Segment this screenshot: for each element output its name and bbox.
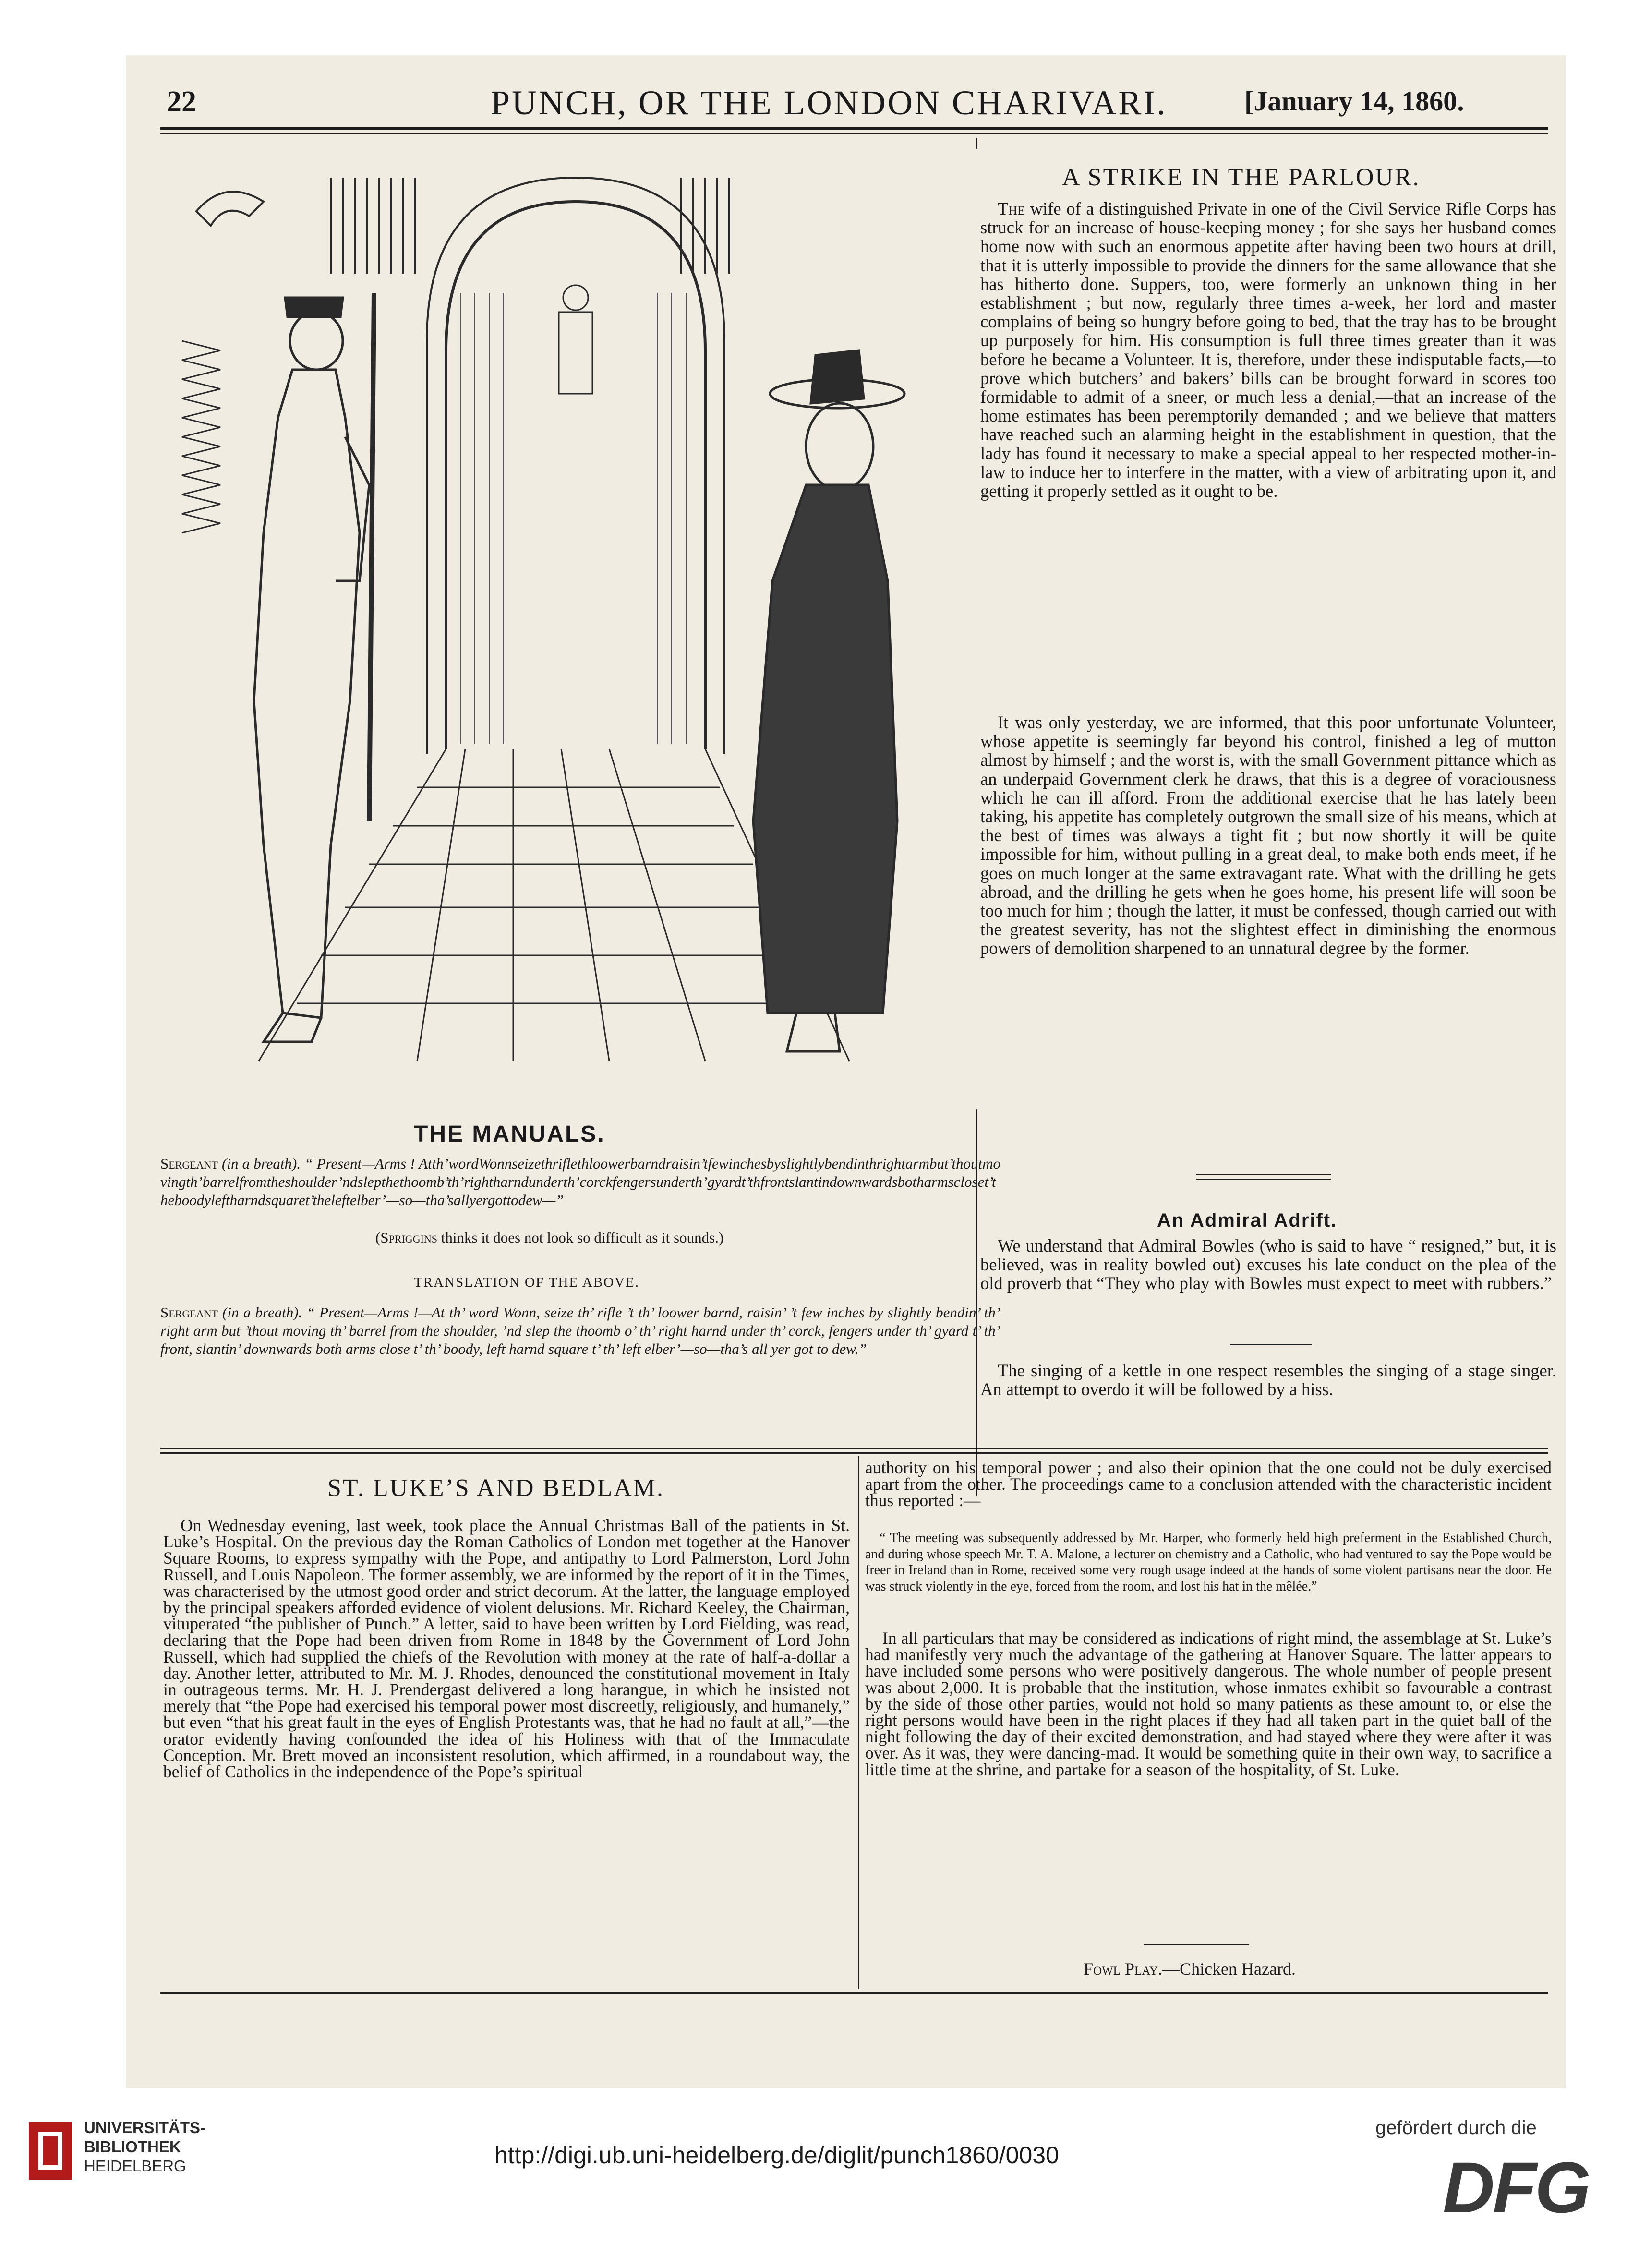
fowl-play [1084, 1959, 1296, 1979]
admiral-text: We understand that Admiral Bowles (who is said to have “ resigned,” but, it is believed, was in reality bowled out) excuses his late conduct on the plea of the old proverb that “They who play with Bowles must expect to meet with rubbers.” [980, 1236, 1556, 1293]
translation-stage: (in a breath). [222, 1304, 302, 1321]
dfg-logo: DFG [1443, 2147, 1589, 2228]
header-rule-thin [160, 133, 1548, 134]
bedlam-para-1: On Wednesday evening, last week, took place the Annual Christmas Ball of the patients in St. Luke’s Hospital. On the previous day the Roman Catholics of London met together at the Hanover Square Rooms, to express sympathy with the Pope, and antipathy to Lord Palmerston, Lord John Russell, and Louis Napoleon. The former assembly, we are informed by the report of it in the Times, was characterised by the utmost good order and strict decorum. At the latter, the language employed by the principal speakers afforded evidence of violent delusions. Mr. Richard Keeley, the Chairman, vituperated “the publisher of Punch.” A letter, said to have been written by Lord Fielding, was read, declaring that the Pope had been driven from Rome in 1848 by the Government of Lord John Russell, which had supplied the chiefs of the Revolution with money at the rate of half-a-dollar a day. Another letter, attributed to Mr. M. J. Rhodes, denounced the constitutional movement in Italy in outrageous terms. Mr. H. J. Prendergast delivered a long harangue, in which he insisted not merely that “the Pope had exercised his temporal power most discreetly, religiously, and humanely,” but even “that his great fault in the eyes of English Protestants was, that he had no fault at all,”—the orator evidently having confounded the idea of his Holiness with that of the Immaculate Conception. Mr. Brett moved an inconsistent resolution, which affirmed, in a roundabout way, the belief of Catholics in the independence of the Pope’s spiritual [163, 1516, 850, 1782]
source-url-link[interactable]: http://digi.ub.uni-heidelberg.de/diglit/punch1860/0030 [494, 2142, 1059, 2169]
library-line-2: BIBLIOTHEK [84, 2138, 181, 2156]
newspaper-page [126, 55, 1566, 2088]
library-logo-icon [29, 2122, 72, 2180]
band-rule [160, 1448, 1548, 1449]
dialect-paragraph [160, 1155, 1000, 1209]
digitization-footer [0, 2088, 1651, 2268]
band-rule-b [160, 1452, 1548, 1454]
dialect-note: (Spriggins thinks it does not look so difficult as it sounds.) [375, 1229, 724, 1246]
masthead-title: PUNCH, OR THE LONDON CHARIVARI. [491, 84, 1168, 122]
divider-3 [1144, 1944, 1249, 1945]
issue-date: [January 14, 1860. [1244, 85, 1464, 117]
fowl-lead: Fowl Play. [1084, 1959, 1163, 1978]
dialect-note-text: thinks it does not look so difficult as it sounds.) [441, 1229, 724, 1246]
library-line-1: UNIVERSITÄTS- [84, 2119, 206, 2136]
divider-1b [1196, 1179, 1331, 1180]
bedlam-footnote: “ The meeting was subsequently addressed by Mr. Harper, who formerly held high preferment in the Established Church, and during whose speech Mr. T. A. Malone, a lecturer on chemistry and a Catholic, who had ventured to say the Pope would be freer in Ireland than in Rome, received some very rough usage indeed at the hands of some violent partisans near the door. He was struck violently in the eye, forced from the room, and lost his hat in the mêlée.” [865, 1531, 1552, 1594]
strike-para-1 [980, 199, 1556, 500]
dialect-stage: (in a breath). [222, 1155, 301, 1172]
divider-2 [1230, 1344, 1312, 1345]
strike-title: A STRIKE IN THE PARLOUR. [1062, 164, 1421, 191]
dialect-text: “ Present—Arms ! Atth’wordWonnseizethriflethloowerbarndraisin’tfewinchesbyslightlybendinthrightarmbut’thoutmovingth’barrelfromtheshoulder’ndslepthethoomb’th’rightharndunderth’corckfengersunderth’gyardt’thfrontslantindownwardsbotharmscloset’theboodyleftharndsquaret’theleftelber’—so—tha’sallyergottodew—” [160, 1155, 1000, 1208]
kettle-text: The singing of a kettle in one respect resembles the singing of a stage singer. An attempt to overdo it will be followed by a hiss. [980, 1361, 1556, 1399]
fowl-text: —Chicken Hazard. [1162, 1959, 1296, 1978]
admiral-title: An Admiral Adrift. [1157, 1210, 1338, 1231]
strike-lead: The [998, 199, 1025, 218]
dialect-speaker: Sergeant [160, 1155, 218, 1172]
translation-paragraph [160, 1303, 1000, 1358]
translation-text: “ Present—Arms !—At th’ word Wonn, seize th’ rifle ’t th’ loower barnd, raisin’ ’t few inches by slightly bendin’ th’ right arm but ’thout moving th’ barrel from the shoulder, ’nd slep the thoomb o’ th’ right harnd under th’ corck, fengers under th’ gyard t’ th’ front, slantin’ downwards both arms close t’ th’ boody, left harnd square t’ th’ left elber’—so—tha’s all yer got to dew.” [160, 1304, 1001, 1357]
cartoon-illustration [160, 149, 1005, 1109]
bedlam-para-3: In all particulars that may be considered as indications of right mind, the assemblage at St. Luke’s had manifestly very much the advantage of the gathering at Hanover Square. The latter appears to have included some persons who were positively dangerous. The whole number of people present was about 2,000. It is probable that the institution, whose inmates exhibit so favourable a contrast by the side of those other parties, would not hold so many patients as these amount to, or else the right persons would have been in the right places if they had all taken part in the quiet ball of the night following the day of their excited demonstration, and had stayed where they were after it was over. As it was, they were dancing-mad. It would be something quite in their own way, to sacrifice a little time at the shrine, and partake for a season of the hospitality, of St. Luke. [865, 1629, 1552, 1779]
page-number: 22 [167, 85, 196, 118]
divider-1 [1196, 1174, 1331, 1175]
bedlam-title: ST. LUKE’S AND BEDLAM. [327, 1474, 665, 1502]
bottom-rule [160, 1992, 1548, 1994]
translation-heading: TRANSLATION OF THE ABOVE. [414, 1275, 639, 1290]
funded-by: gefördert durch die [1375, 2117, 1537, 2138]
strike-para-2: It was only yesterday, we are informed, that this poor unfortunate Volunteer, whose appetite is seemingly far beyond his control, finished a leg of mutton almost by himself ; and the worst is, with the small Government pittance which as an underpaid Government clerk he draws, that this is a degree of voraciousness which he can ill afford. From the additional exercise that he has lately been taking, his appetite has completely outgrown the small size of his means, which at the best of times was always a tight fit ; but now shortly it will be quite impossible for him, without pulling in a great deal, to make both ends meet, if he goes on much longer at the same extravagant rate. What with the drilling he gets abroad, and the drilling he gets when he goes home, his present life will soon be too much for him ; though the latter, it must be confessed, though carried out with the greatest severity, has not the slightest effect in diminishing the enormous powers of demolition sharpened to an unnatural degree by the former. [980, 712, 1556, 958]
bedlam-para-2: authority on his temporal power ; and also their opinion that the one could not be duly exercised apart from the other. The proceedings came to a conclusion attended with the characteristic incident thus reported :— [865, 1458, 1552, 1510]
dialect-note-name: Spriggins [380, 1229, 438, 1246]
library-line-3: HEIDELBERG [84, 2157, 186, 2175]
translation-speaker: Sergeant [160, 1304, 218, 1321]
header-rule [160, 127, 1548, 130]
column-divider-lower [858, 1456, 859, 1989]
strike-para-1-text: wife of a distinguished Private in one of the Civil Service Rifle Corps has struck for an increase of house-keeping money ; for she says her husband comes home now with such an enormous appetite after having been two hours at drill, that it is utterly impossible to provide the dinners for the same allowance that she has hitherto done. Suppers, too, were formerly an unknown thing in her establishment ; but now, regularly three times a-week, her lord and master complains of being so hungry before going to bed, that the tray has to be brought up purposely for him. His consumption is full three times greater than it was before he became a Volunteer. It is, therefore, under these indisputable facts,—to prove which butchers’ and bakers’ bills can be brought forward in scores too formidable to admit of a sneer, or much less a denial,—that an increase of the home estimates has been peremptorily demanded ; and we believe that matters have reached such an alarming height in the establishment in question, that the lady has found it necessary to make a special appeal to her respected mother-in-law to induce her to interfere in the matter, with a view of arbitrating upon it, and getting it properly settled as it ought to be. [980, 199, 1557, 501]
cartoon-title: THE MANUALS. [414, 1122, 605, 1147]
